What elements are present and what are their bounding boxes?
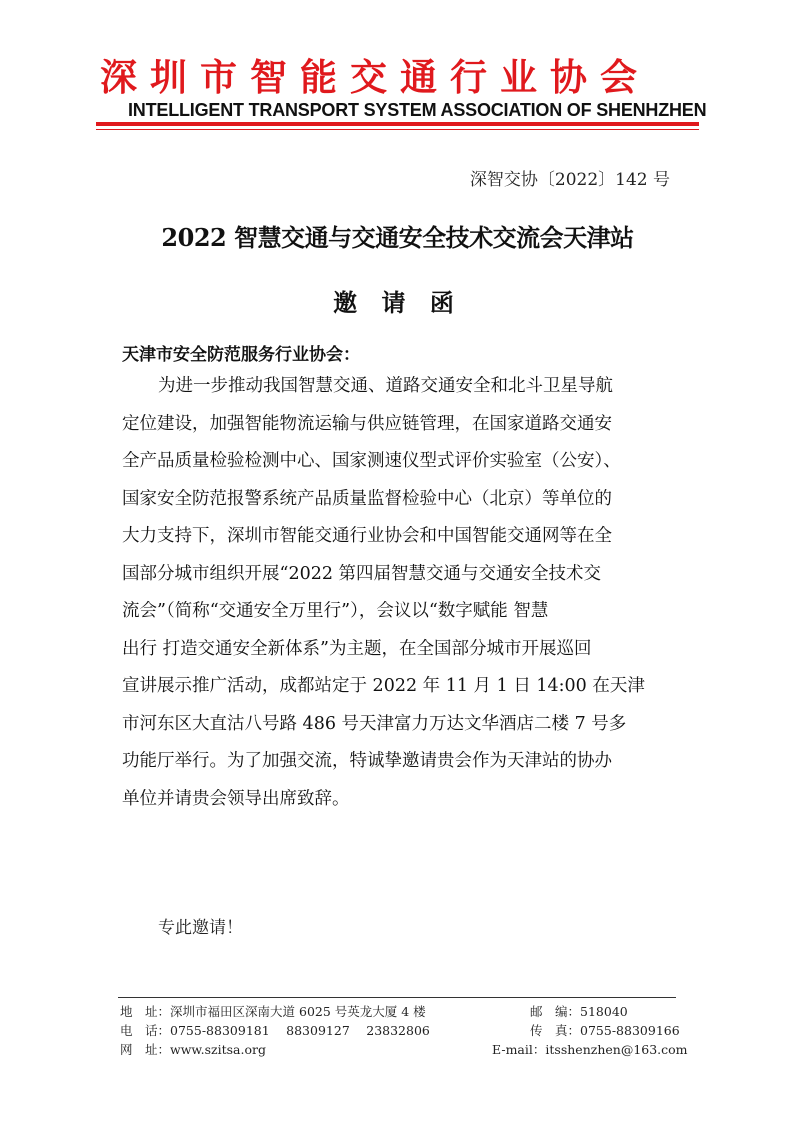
body-line: 国家安全防范报警系统产品质量监督检验中心（北京）等单位的 <box>122 488 612 509</box>
phone-label: 电 话： <box>120 1023 171 1038</box>
phone-value: 0755-88309181 88309127 23832806 <box>170 1023 430 1038</box>
document-number: 深智交协〔2022〕142 号 <box>469 170 670 190</box>
body-line: 定位建设，加强智能物流运输与供应链管理，在国家道路交通安 <box>122 413 612 434</box>
website-label: 网 址： <box>120 1042 171 1057</box>
body-line: 为进一步推动我国智慧交通、道路交通安全和北斗卫星导航 <box>158 376 613 396</box>
email-label: E-mail： <box>492 1042 546 1057</box>
footer-row-address <box>120 1002 676 1021</box>
contact-footer <box>120 1002 688 1059</box>
body-line: 功能厅举行。为了加强交流，特诚挚邀请贵会作为天津站的协办 <box>122 751 612 771</box>
addressee: 天津市安全防范服务行业协会： <box>122 345 360 365</box>
footer-row-phone <box>120 1021 680 1040</box>
letter-body <box>122 368 678 818</box>
body-line: 单位并请贵会领导出席致辞。 <box>122 788 350 809</box>
fax-value: 0755-88309166 <box>580 1023 680 1038</box>
footer-divider <box>118 997 676 998</box>
address-value: 深圳市福田区深南大道 6025 号英龙大厦 4 楼 <box>170 1004 426 1019</box>
body-line: 国部分城市组织开展“2022 第四届智慧交通与交通安全技术交 <box>122 563 602 584</box>
footer-row-web <box>120 1040 688 1059</box>
org-name-english: INTELLIGENT TRANSPORT SYSTEM ASSOCIATION OF SHENHZHEN <box>128 100 707 120</box>
fax-label: 传 真： <box>530 1023 581 1038</box>
document-subtitle: 邀 请 函 <box>333 288 462 317</box>
body-line: 宣讲展示推广活动，成都站定于 2022 年 11 月 1 日 14:00 在天津 <box>122 676 645 696</box>
org-name-chinese: 深圳市智能交通行业协会 <box>100 55 650 99</box>
document-title: 2022 智慧交通与交通安全技术交流会天津站 <box>161 223 634 252</box>
body-line: 出行 打造交通安全新体系”为主题，在全国部分城市开展巡回 <box>122 638 592 659</box>
body-line: 流会”（简称“交通安全万里行”），会议以“数字赋能 智慧 <box>122 601 549 621</box>
closing-phrase: 专此邀请！ <box>158 918 243 938</box>
body-line: 市河东区大直沽八号路 486 号天津富力万达文华酒店二楼 7 号多 <box>122 713 627 734</box>
body-line: 大力支持下，深圳市智能交通行业协会和中国智能交通网等在全 <box>122 526 612 546</box>
address-label: 地 址： <box>120 1004 171 1019</box>
letterhead-thick-rule <box>96 122 699 126</box>
body-line: 全产品质量检验检测中心、国家测速仪型式评价实验室（公安）、 <box>122 451 621 471</box>
postcode-value: 518040 <box>580 1004 628 1019</box>
letterhead-thin-rule <box>96 129 699 130</box>
website-link[interactable]: www.szitsa.org <box>170 1042 266 1057</box>
postcode-label: 邮 编： <box>530 1004 581 1019</box>
email-link[interactable]: itsshenzhen@163.com <box>545 1042 688 1057</box>
